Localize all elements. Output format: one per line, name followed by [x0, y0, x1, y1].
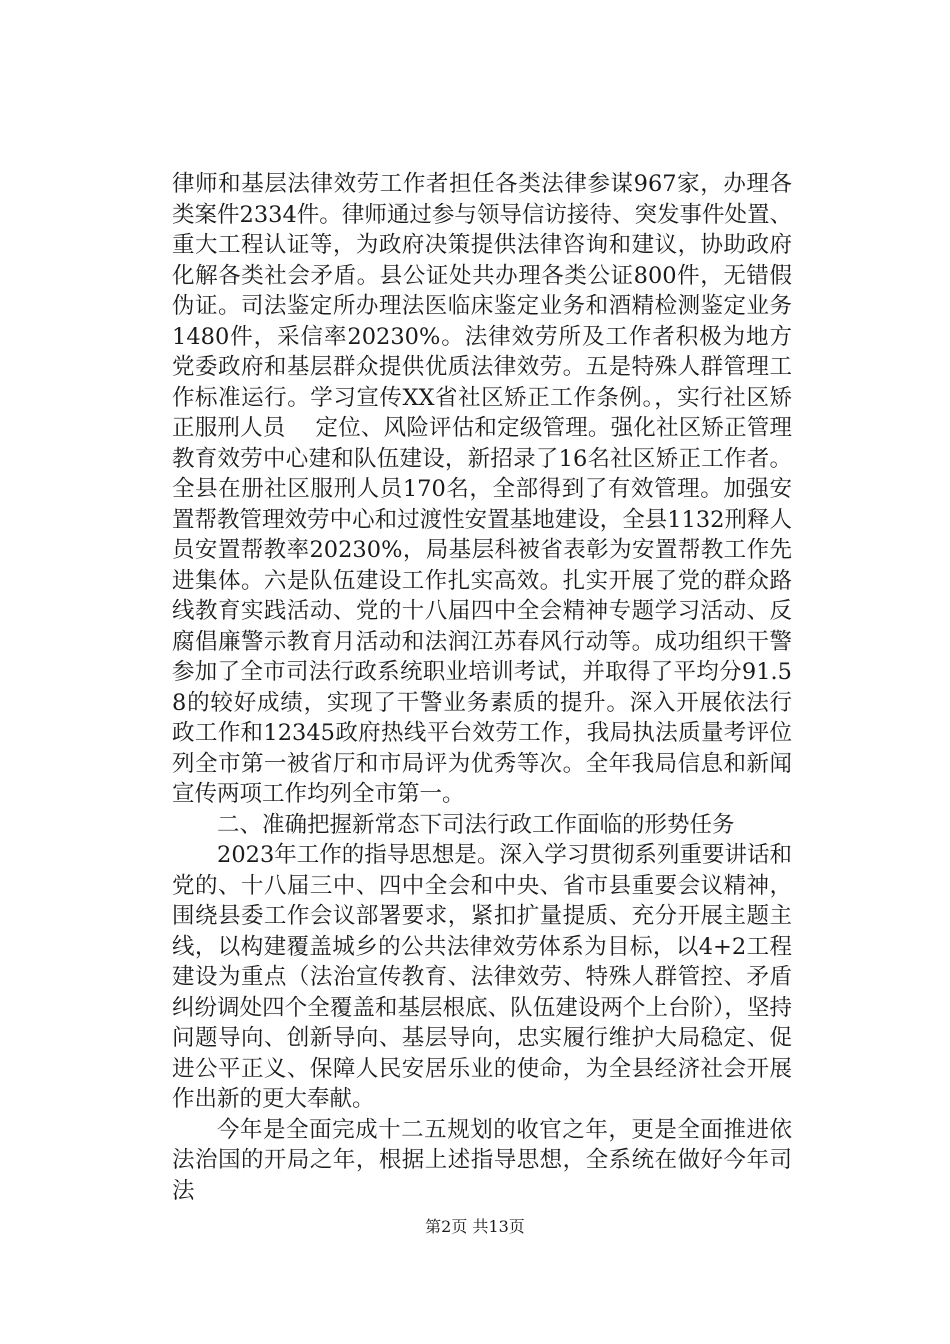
- paragraph-guiding-thought: 2023年工作的指导思想是。深入学习贯彻系列重要讲话和党的、十八届三中、四中全会和中央、省市县重要会议精神，围绕县委工作会议部署要求，紧扣扩量提质、充分开展主题主线，以构建覆盖城乡的公共法律效劳体系为目标，以4+2工程建设为重点（法治宣传教育、法律效劳、特殊人群管控、矛盾纠纷调处四个全覆盖和基层根底、队伍建设两个上台阶），坚持问题导向、创新导向、基层导向，忠实履行维护大局稳定、促进公平正义、保障人民安居乐业的使命，为全县经济社会开展作出新的更大奉献。: [172, 842, 792, 1112]
- paragraph-continued: 律师和基层法律效劳工作者担任各类法律参谋967家，办理各类案件2334件。律师通过参与领导信访接待、突发事件处置、重大工程认证等，为政府决策提供法律咨询和建议，协助政府化解各类社会矛盾。县公证处共办理各类公证800件，无错假伪证。司法鉴定所办理法医临床鉴定业务和酒精检测鉴定业务1480件，采信率20230%。法律效劳所及工作者积极为地方党委政府和基层群众提供优质法律效劳。五是特殊人群管理工作标准运行。学习宣传XX省社区矫正工作条例。，实行社区矫正服刑人员 定位、风险评估和定级管理。强化社区矫正管理教育效劳中心建和队伍建设，新招录了16名社区矫正工作者。全县在册社区服刑人员170名，全部得到了有效管理。加强安置帮教管理效劳中心和过渡性安置基地建设，全县1132刑释人员安置帮教率20230%，局基层科被省表彰为安置帮教工作先进集体。六是队伍建设工作扎实高效。扎实开展了党的群众路线教育实践活动、党的十八届四中全会精神专题学习活动、反腐倡廉警示教育月活动和法润江苏春风行动等。成功组织干警参加了全市司法行政系统职业培训考试，并取得了平均分91.58的较好成绩，实现了干警业务素质的提升。深入开展依法行政工作和12345政府热线平台效劳工作，我局执法质量考评位列全市第一被省厅和市局评为优秀等次。全年我局信息和新闻宣传两项工作均列全市第一。: [172, 171, 792, 807]
- document-body: [172, 169, 792, 1206]
- page-footer: 第2页 共13页: [425, 1217, 525, 1236]
- paragraph-this-year: 今年是全面完成十二五规划的收官之年，更是全面推进依法治国的开局之年，根据上述指导思想，全系统在做好今年司法: [172, 1116, 792, 1204]
- section-heading: 二、准确把握新常态下司法行政工作面临的形势任务: [217, 811, 735, 838]
